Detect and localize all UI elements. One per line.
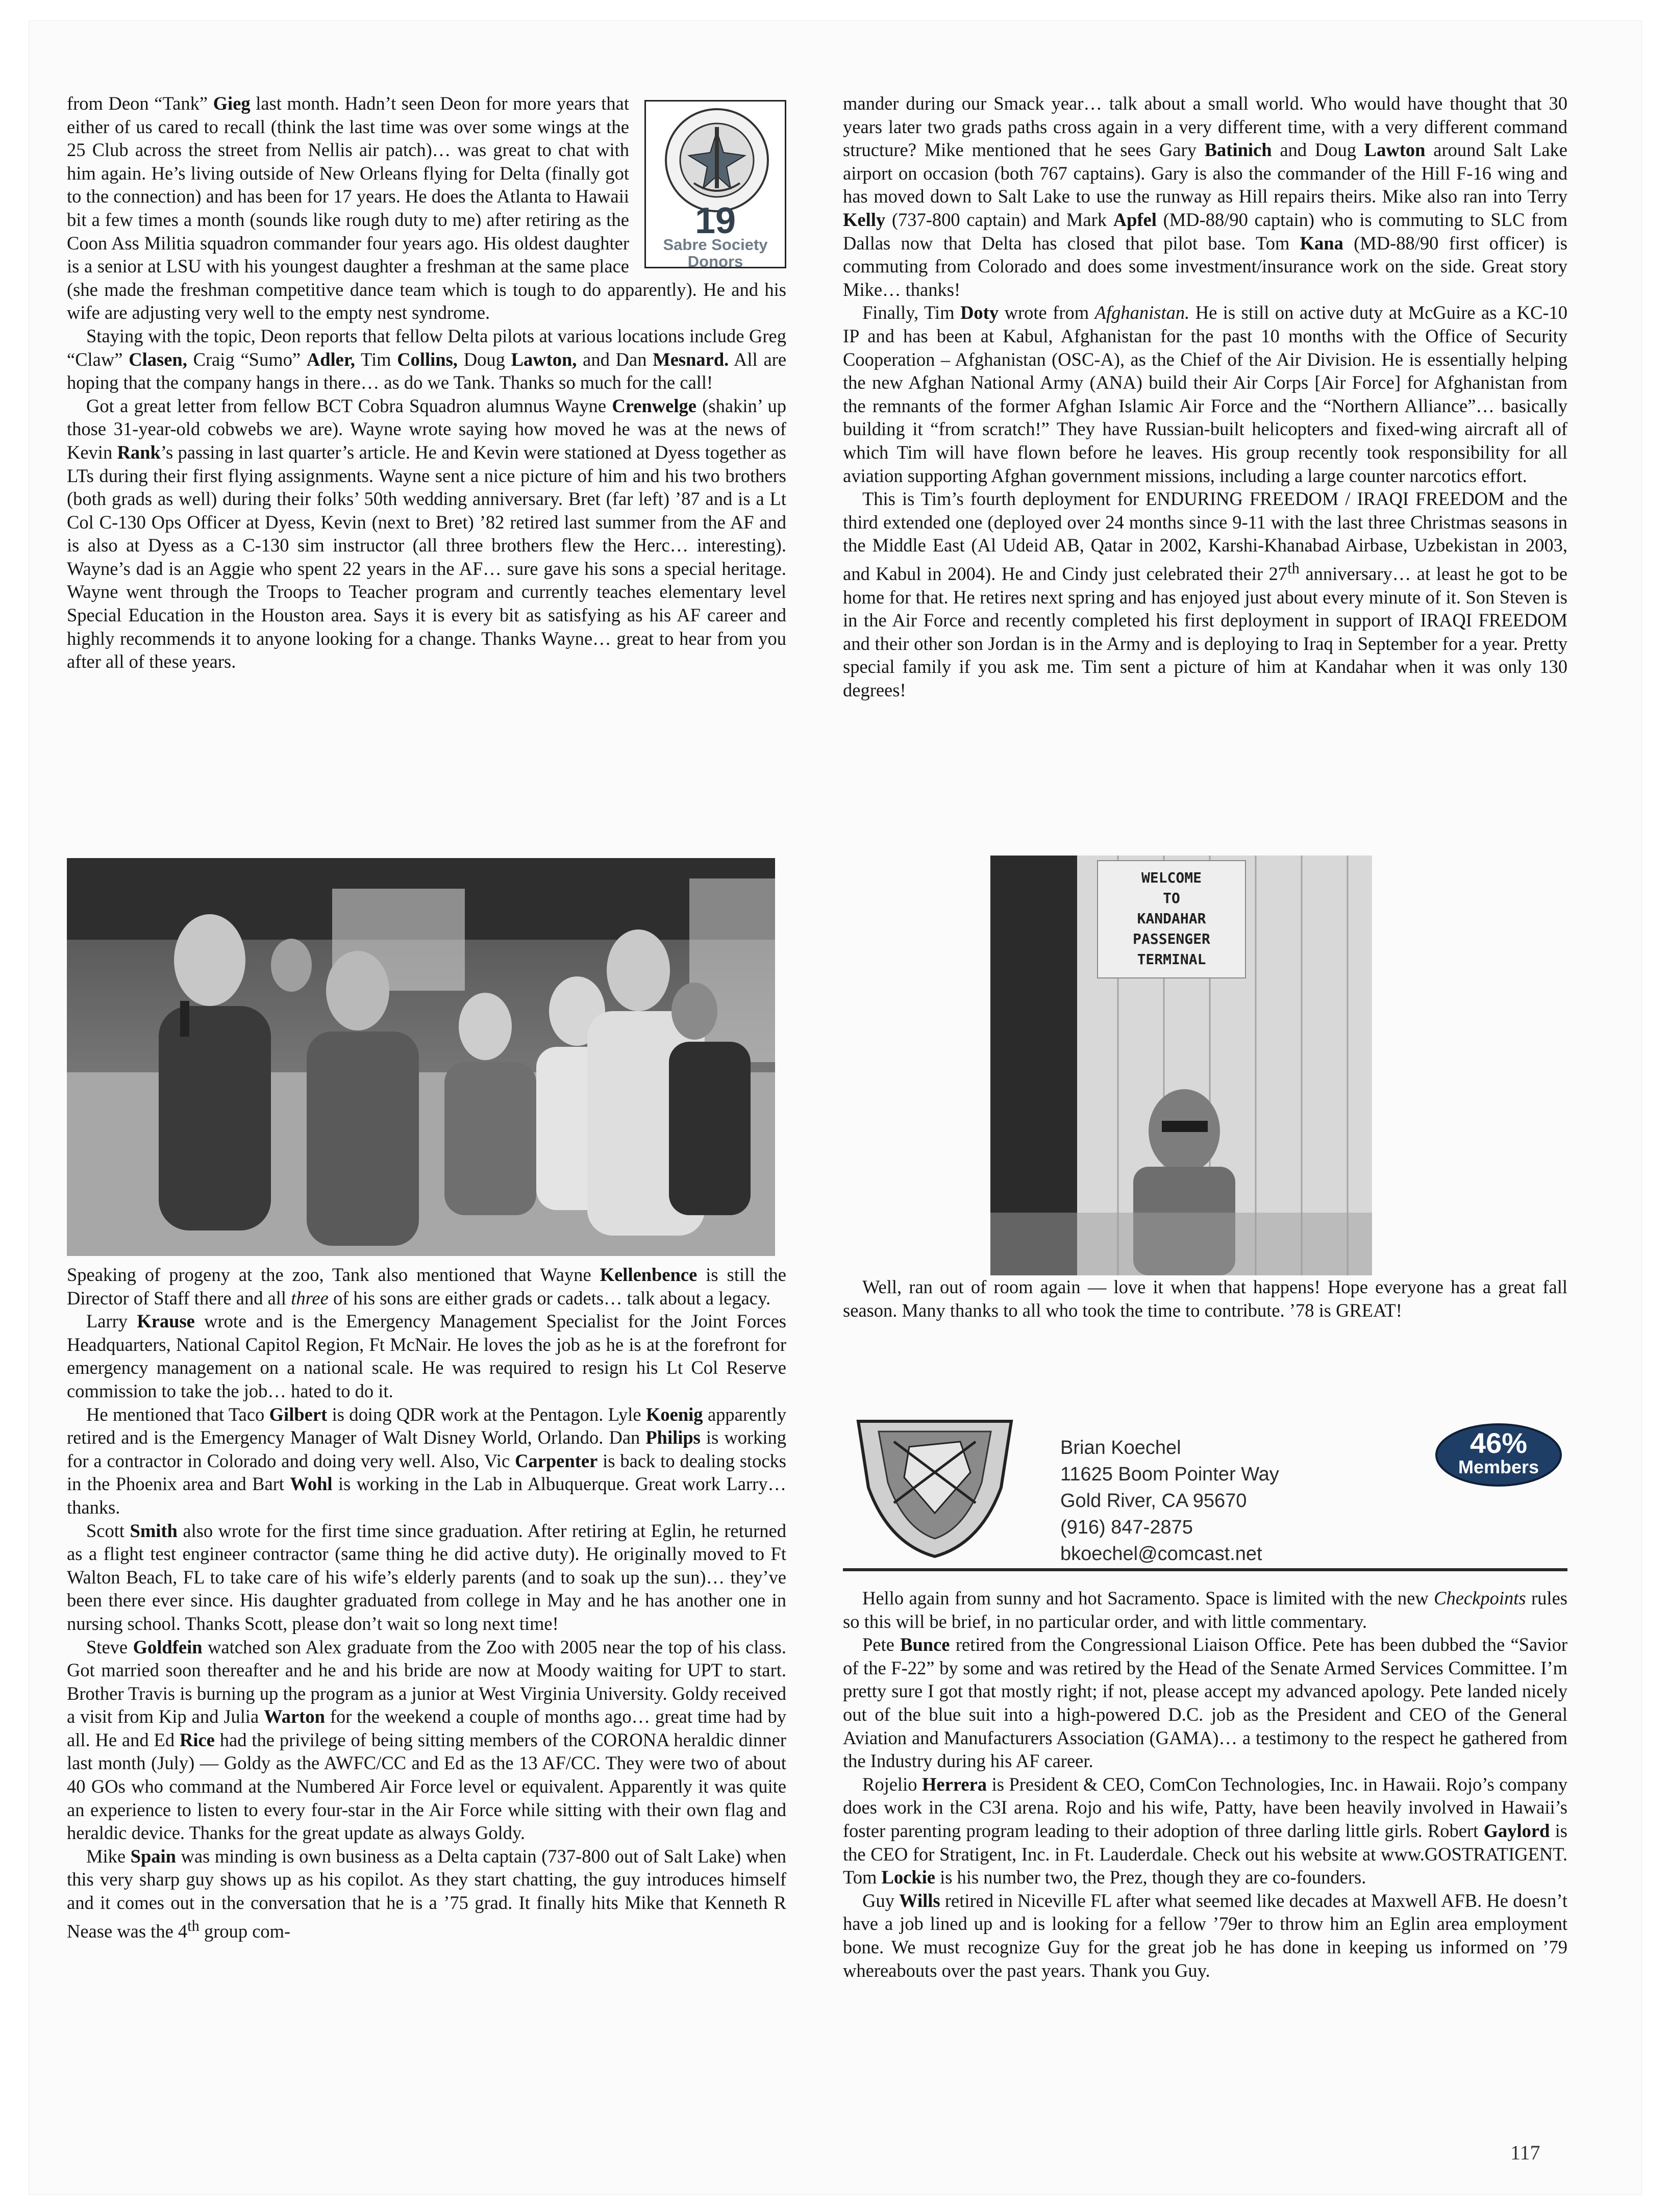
right-bottom-paragraphs: [843, 1587, 1567, 1982]
classmate-name: Batinich: [1204, 139, 1272, 161]
text-run: Tim: [355, 348, 397, 370]
scribe-city: Gold River, CA 95670: [1060, 1490, 1247, 1512]
text-run: and Dan: [577, 348, 653, 370]
text-run: th: [1287, 559, 1300, 577]
text-run: is still the Director of Staff there and all: [67, 1264, 786, 1309]
sabre-label: [646, 236, 785, 270]
paragraph: [67, 1636, 786, 1845]
classmate-name: Collins,: [397, 348, 458, 370]
text-run: group com-: [199, 1920, 291, 1942]
text-run: Hello again from sunny and hot Sacramento. Space is limited with the new: [862, 1588, 1434, 1608]
text-run: Finally, Tim: [862, 302, 961, 323]
classmate-name: Kelly: [843, 209, 886, 230]
kandahar-sign: [1100, 868, 1243, 970]
members-label: Members: [1458, 1456, 1539, 1477]
text-run: Well, ran out of room again — love it when that happens! Hope everyone has a great fall season. Many thanks to all who took the time to contribute. ’78 is GREAT!: [843, 1276, 1567, 1321]
classmate-name: Smith: [130, 1520, 178, 1541]
paragraph: [67, 394, 786, 673]
classmate-name: Rice: [179, 1729, 215, 1750]
text-run: is his number two, the Prez, though they are co-founders.: [935, 1867, 1366, 1888]
text-run: Pete: [862, 1634, 901, 1655]
text-run: He mentioned that Taco: [86, 1403, 269, 1425]
text-run: th: [187, 1917, 200, 1934]
classmate-name: Gilbert: [269, 1403, 328, 1425]
text-run: retired in Niceville FL after what seemed like decades at Maxwell AFB. He doesn’t have a job lined up and is looking for a fellow ’79er to throw him an Eglin area employment bone. We must recognize Guy for the great job he has done in keeping us informed on ’79 whereabouts over the past years. Thank you Guy.: [843, 1890, 1567, 1981]
text-run: retired from the Congressional Liaison Office. Pete has been dubbed the “Savior of the F-22” by some and was retired by the Head of the Senate Armed Services Committee. I’m pretty sure I got that mostly right; if not, please accept my advanced apology. Pete landed nicely out of the blue suit into a high-powered D.C. job as the President and CEO of the General Aviation and Manufacturers Association (GAMA)… a testimony to the respect he gathered from the Industry during his AF career.: [843, 1634, 1567, 1772]
text-run: is the CEO for Stratigent, Inc. in Ft. Lauderdale. Check out his website at www.GOSTRATIGENT. Tom: [843, 1820, 1567, 1888]
text-run: anniversary… at least he got to be home for that. He retires next spring and has enjoyed just about every minute of it. Son Steven is in the Air Force and recently completed his first deployment in support of IRAQI FREEDOM and their other son Jordan is in the Army and is deploying to Iraq in September for a year. Pretty special family if you ask me. Tim sent a picture of him at Kandahar when it was only 130 degrees!: [843, 563, 1567, 700]
classmate-name: Gaylord: [1483, 1820, 1550, 1841]
sabre-label-line2: Donors: [687, 253, 743, 270]
kandahar-sign-line: TERMINAL: [1137, 951, 1206, 968]
class-79-contact: [843, 1411, 1567, 1565]
paragraph: [67, 1403, 786, 1519]
text-run: apparently retired and is the Emergency Manager of Walt Disney World, Orlando. Dan: [67, 1403, 786, 1448]
classmate-name: Gieg: [213, 93, 251, 114]
text-run: ’s passing in last quarter’s article. He and Kevin were stationed at Dyess together as LTs during their first flying assignments. Wayne sent a nice picture of him and his two brothers (both grads as well) during their folks’ 50th wedding anniversary. Bret (far left) ’87 and is a Lt Col C-130 Ops Officer at Dyess, Kevin (next to Bret) ’82 retired last summer from the AF and is also at Dyess as a C-130 sim instructor (all three brothers flew the Herc… interesting). Wayne’s dad is an Aggie who spent 22 years in the AF… sure gave his sons a special heritage. Wayne went through the Troops to Teacher program and currently teaches elementary level Special Education in the Houston area. Says it is every bit as satisfying as his AF career and highly recommends it to anyone looking for a change. Thanks Wayne… great to hear from you after all of these years.: [67, 441, 786, 672]
sabre-society-seal-icon: [663, 107, 770, 214]
scribe-street: 11625 Boom Pointer Way: [1060, 1464, 1279, 1485]
text-run: also wrote for the first time since graduation. After retiring at Eglin, he returned as a flight test engineer contractor (same thing he did active duty). He originally moved to Ft Walton Beach, FL to take care of his wife’s elderly parents (and to soak up the sun)… they’ve been there ever since. His daughter graduated from college in May and he has another one in nursing school. Thanks Scott, please don’t wait so long next time!: [67, 1520, 786, 1634]
text-run: (MD-88/90 captain) who is commuting to SLC from Dallas now that Delta has closed that pilot base. Tom: [843, 209, 1567, 254]
text-run: wrote and is the Emergency Management Specialist for the Joint Forces Headquarters, National Capitol Region, Ft McNair. He loves the job as he is at the forefront for emergency management on a national scale. He was required to resign his Lt Col Reserve commission to take the job… hated to do it.: [67, 1311, 786, 1401]
classmate-name: Spain: [130, 1845, 176, 1867]
classmate-name: Adler,: [306, 348, 355, 370]
text-run: is working in the Lab in Albuquerque. Great work Larry… thanks.: [67, 1473, 787, 1518]
scribe-name: Brian Koechel: [1060, 1437, 1181, 1459]
contact-info: [1060, 1435, 1279, 1567]
classmate-name: Bunce: [900, 1634, 950, 1655]
text-run: Staying with the topic, Deon reports that fellow Delta pilots at various locations include Greg “Claw”: [67, 325, 786, 370]
paragraph: [67, 1310, 786, 1402]
text-run: Steve: [86, 1636, 133, 1657]
sabre-donor-count: 19: [694, 200, 736, 241]
classmate-name: Mesnard.: [653, 348, 729, 370]
classmate-name: Wohl: [290, 1473, 333, 1495]
paragraph: [843, 1587, 1567, 1633]
classmate-name: Warton: [264, 1706, 325, 1727]
paragraph: [843, 1633, 1567, 1773]
text-run: Doug: [457, 348, 511, 370]
text-run: Afghanistan.: [1094, 302, 1190, 323]
page-number: 117: [1510, 2141, 1540, 2164]
paragraph: [843, 1889, 1567, 1982]
classmate-name: Lawton,: [511, 348, 577, 370]
closing-paragraphs: [843, 1275, 1567, 1322]
text-run: was minding is own business as a Delta captain (737-800 out of Salt Lake) when this very sharp guy shows up as his copilot. As they start chatting, the guy introduces himself and it comes out in the conversation that he is a ’75 grad. It finally hits Mike that Kenneth R Nease was the 4: [67, 1845, 786, 1942]
text-run: last month. Hadn’t seen Deon for more years that either of us cared to recall (think the last time was over some wings at the 25 Club across the street from Nellis air patch)… was great to chat with him again. He’s living outside of New Orleans flying for Delta (finally got to the connection) and has been for 17 years. He does the Atlanta to Hawaii bit a few times a month (sounds like rough duty to me) after retiring as the Coon Ass Militia squadron commander four years ago. His oldest daughter is a senior at LSU with his youngest daughter a freshman at the same place (she made the freshman competitive dance team which is tough to do apparently). He and his wife are adjusting very well to the empty nest syndrome.: [67, 93, 786, 323]
text-run: for the weekend a couple of months ago… great time had by all. He and Ed: [67, 1706, 786, 1750]
classmate-name: Doty: [960, 302, 999, 323]
text-run: wrote from: [999, 302, 1095, 323]
text-run: is doing QDR work at the Pentagon. Lyle: [327, 1403, 646, 1425]
paragraph: [67, 1845, 786, 1943]
text-run: is President & CEO, ComCon Technologies, Inc. in Hawaii. Rojo’s company does work in the C3I arena. Rojo and his wife, Patty, have been heavily involved in Hawaii’s foster parenting program leading to their adoption of three darling little girls. Robert: [843, 1773, 1567, 1841]
text-run: (shakin’ up those 31-year-old cobwebs we are). Wayne wrote saying how moved he was at the news of Kevin: [67, 395, 786, 463]
article-left-top: [67, 92, 786, 673]
paragraph: [843, 301, 1567, 487]
text-run: of his sons are either grads or cadets… talk about a legacy.: [328, 1287, 771, 1309]
classmate-name: Clasen,: [129, 348, 187, 370]
class-78-closing: [843, 1275, 1567, 1322]
classmate-name: Crenwelge: [612, 395, 696, 416]
text-run: watched son Alex graduate from the Zoo with 2005 near the top of his class. Got married soon thereafter and he and his bride are now at Moody waiting for UPT to start. Brother Travis is burning up the program as a junior at West Virginia University. Goldy received a visit from Kip and Julia: [67, 1636, 786, 1727]
classmate-name: Kellenbence: [600, 1264, 698, 1285]
paragraph: [843, 1275, 1567, 1322]
paragraph: [67, 1519, 786, 1636]
classmate-name: Rank: [117, 441, 161, 463]
text-run: Mike: [86, 1845, 131, 1867]
text-run: Scott: [86, 1520, 130, 1541]
text-run: Got a great letter from fellow BCT Cobra Squadron alumnus Wayne: [86, 395, 612, 416]
sabre-label-line1: Sabre Society: [663, 236, 768, 254]
classmate-name: Krause: [137, 1311, 195, 1332]
paragraph: [67, 324, 786, 394]
kandahar-sign-line: TO: [1163, 890, 1180, 907]
text-run: and Doug: [1272, 139, 1364, 161]
text-run: Craig “Sumo”: [187, 348, 307, 370]
text-run: Speaking of progeny at the zoo, Tank also mentioned that Wayne: [67, 1264, 600, 1285]
text-run: is back to dealing stocks in the Phoenix area and Bart: [67, 1450, 787, 1495]
members-badge: [1435, 1422, 1562, 1488]
text-run: (737-800 captain) and Mark: [885, 209, 1113, 230]
text-run: rules so this will be brief, in no particular order, and with little commentary.: [843, 1588, 1567, 1632]
party-photo: [67, 858, 775, 1256]
paragraph: [843, 487, 1567, 702]
right-top-paragraphs: [843, 92, 1567, 702]
text-run: around Salt Lake airport on occasion (both 767 captains). Gary is also the commander of the Hill F-16 wing and has moved down to Salt Lake to use the runway as Hill repairs theirs. Mike also ran into Terry: [843, 139, 1567, 207]
text-run: from Deon “Tank”: [67, 93, 213, 114]
text-run: had the privilege of being sitting members of the CORONA heraldic dinner last month (July) — Goldy as the AWFC/CC and Ed as the 13 AF/CC. They were two of about 40 GOs who command at the Numbered Air Force level or equivalent. Apparently it was quite an experience to listen to every four-star in the Air Force while sitting with their own flag and heraldic device. Thanks for the great update as always Goldy.: [67, 1729, 786, 1844]
kandahar-sign-line: WELCOME: [1141, 869, 1202, 886]
text-run: All are hoping that the company hangs in there… as do we Tank. Thanks so much for the call!: [67, 348, 787, 393]
article-left-bottom: [67, 1263, 786, 1943]
text-run: This is Tim’s fourth deployment for ENDURING FREEDOM / IRAQI FREEDOM and the third extended one (deployed over 24 months since 9-11 with the last three Christmas seasons in the Middle East (Al Udeid AB, Qatar in 2002, Karshi-Khanabad Airbase, Uzbekistan in 2003, and Kabul in 2004). He and Cindy just celebrated their 27: [843, 488, 1567, 585]
left-bottom-paragraphs: [67, 1263, 786, 1943]
members-percent: 46%: [1469, 1427, 1528, 1459]
text-run: He is still on active duty at McGuire as a KC-10 IP and has been at Kabul, Afghanistan for the past 10 months with the Office of Security Cooperation – Afghanistan (OSC-A), as the Chief of the Air Division. He is essentially helping the new Afghan National Army (ANA) build their Air Corps [Air Force] for Afghanistan from the remnants of the former Afghan Islamic Air Force and the “Northern Alliance”… basically building it “from scratch!” They have Russian-built helicopters and fixed-wing aircraft all of which Tim will have flown before he leaves. His group recently took responsibility for all aviation supporting Afghan government missions, including a large counter narcotics effort.: [843, 302, 1568, 486]
text-run: mander during our Smack year… talk about a small world. Who would have thought that 30 years later two grads paths cross again in a very different time, with a very different command structure? Mike mentioned that he sees Gary: [843, 93, 1567, 161]
text-run: three: [291, 1287, 329, 1309]
article-right-bottom: [843, 1587, 1567, 1982]
text-run: Larry: [86, 1311, 137, 1332]
classmate-name: Goldfein: [133, 1636, 203, 1657]
scribe-phone[interactable]: (916) 847-2875: [1060, 1517, 1193, 1538]
classmate-name: Philips: [645, 1427, 701, 1448]
paragraph: [67, 1263, 786, 1310]
classmate-name: Carpenter: [515, 1450, 598, 1471]
section-divider: [843, 1568, 1567, 1571]
text-run: Rojelio: [862, 1773, 923, 1795]
text-run: (MD-88/90 first officer) is commuting from Colorado and does some investment/insurance work on the side. Great story Mike… thanks!: [843, 232, 1567, 300]
classmate-name: Koenig: [646, 1403, 703, 1425]
classmate-name: Lockie: [881, 1867, 935, 1888]
classmate-name: Lawton: [1364, 139, 1426, 161]
sabre-society-box: [644, 100, 786, 268]
classmate-name: Apfel: [1113, 209, 1157, 230]
classmate-name: Wills: [899, 1890, 940, 1911]
text-run: Guy: [862, 1890, 900, 1911]
article-right-top: [843, 92, 1567, 702]
kandahar-sign-line: PASSENGER: [1133, 931, 1210, 947]
paragraph: [843, 1773, 1567, 1889]
paragraph: [843, 92, 1567, 301]
kandahar-sign-line: KANDAHAR: [1137, 910, 1206, 927]
kandahar-photo: [990, 856, 1372, 1275]
text-run: Checkpoints: [1434, 1588, 1526, 1608]
text-run: is working for a contractor in Colorado and doing very well. Also, Vic: [67, 1427, 786, 1471]
squadron-crest-icon: [848, 1411, 1022, 1559]
classmate-name: Herrera: [922, 1773, 987, 1795]
classmate-name: Kana: [1300, 232, 1343, 254]
scribe-email[interactable]: bkoechel@comcast.net: [1060, 1543, 1262, 1565]
